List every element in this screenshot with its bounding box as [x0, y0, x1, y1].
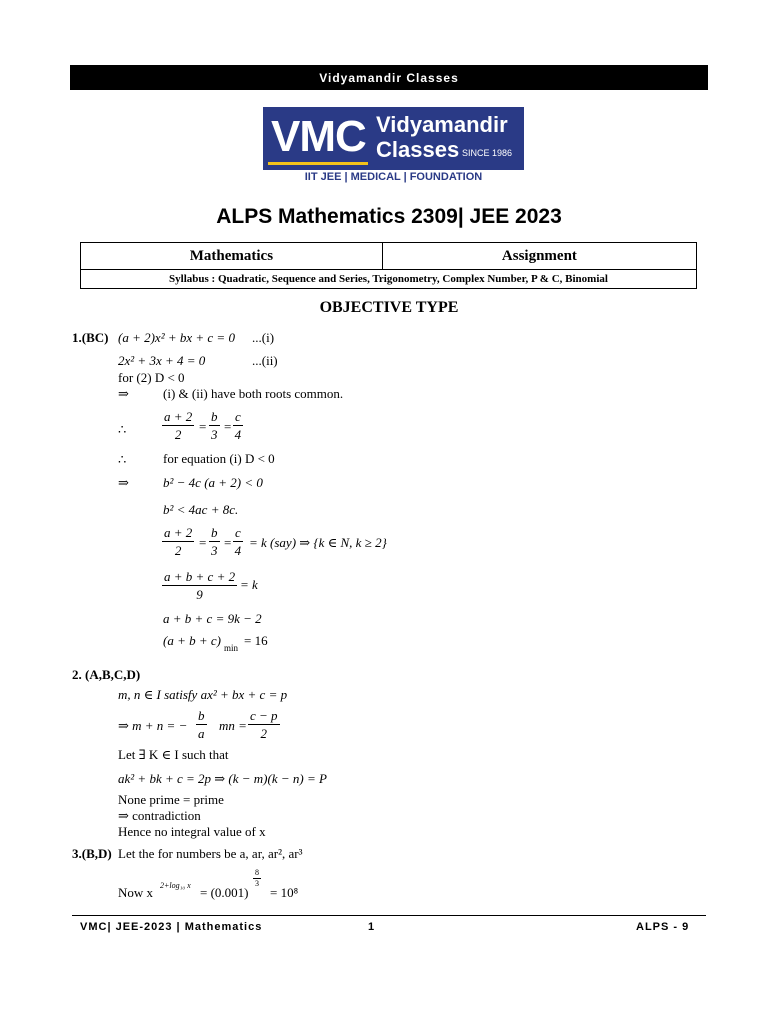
q1-frac-b	[209, 408, 220, 443]
q3-now-exp: 2+log₁₀ x	[160, 881, 191, 890]
q2-sum-frac	[196, 707, 207, 742]
q1-frac-c	[233, 408, 243, 443]
logo-mark: VMC	[271, 112, 366, 161]
q2-sum-prefix: ⇒ m + n = −	[118, 718, 188, 733]
q1-for-eq1: for equation (i) D < 0	[163, 451, 275, 466]
header-bar	[70, 65, 708, 90]
subject-table	[80, 242, 697, 289]
q3-exp-num: 8	[255, 868, 259, 877]
q1-frac-a2	[162, 524, 194, 559]
header-text: Vidyamandir Classes	[319, 70, 459, 85]
q3-label: 3.(B,D)	[72, 846, 112, 861]
q2-prod-den: 2	[260, 726, 268, 741]
q1-sum-frac	[162, 568, 237, 603]
q1-eq2-tag: ...(ii)	[252, 353, 278, 368]
q1-frac-a	[162, 408, 194, 443]
q1-sum-num: a + b + c + 2	[164, 569, 236, 584]
vmc-logo	[263, 107, 524, 170]
q1-say: = k (say) ⇒ {k ∈ N, k ≥ 2}	[249, 535, 387, 550]
q2-let: Let ∃ K ∈ I such that	[118, 747, 229, 762]
q2-keq: ak² + bk + c = 2p ⇒ (k − m)(k − n) = P	[118, 771, 327, 786]
q1-frac-c2-num: c	[235, 525, 241, 540]
q2-none: None prime = prime	[118, 792, 224, 807]
footer-page-number: 1	[368, 921, 376, 933]
footer-left: VMC| JEE-2023 | Mathematics	[80, 921, 263, 933]
q1-frac-a2-den: 2	[174, 543, 182, 558]
q1-eq-sign-2: =	[224, 419, 232, 434]
q1-frac-c2-den: 4	[234, 543, 242, 558]
q3-now-rhs: = 10⁸	[270, 885, 299, 900]
q1-ineq: b² < 4ac + 8c.	[163, 502, 239, 517]
q2-prod-frac	[248, 707, 280, 742]
q1-frac-b2-den: 3	[211, 543, 218, 558]
q1-sum-rhs: = k	[240, 577, 258, 592]
q2-label: 2. (A,B,C,D)	[72, 667, 141, 682]
q1-frac-a-den: 2	[174, 427, 182, 442]
type-cell: Assignment	[382, 243, 696, 270]
q1-eq1-tag: ...(i)	[252, 330, 275, 345]
q1-frac-b2	[209, 524, 220, 559]
syllabus-cell: Syllabus : Quadratic, Sequence and Series, Trigonometry, Complex Number, P & C, Binomial	[81, 270, 697, 289]
q3-exp-den: 3	[255, 879, 259, 888]
q1-therefore-1: ∴	[118, 422, 127, 437]
logo-name-line1: Vidyamandir	[376, 112, 508, 137]
logo-name-line2: Classes	[376, 137, 460, 162]
q1-eq-sign-3: =	[199, 535, 207, 550]
q1-disc: b² − 4c (a + 2) < 0	[163, 475, 263, 490]
footer-right: ALPS - 9	[636, 921, 690, 933]
q1-sum-den: 9	[196, 587, 203, 602]
q1-frac-c2	[233, 524, 243, 559]
q1-frac-a2-num: a + 2	[164, 525, 193, 540]
q1-label: 1.(BC)	[72, 330, 109, 345]
q1-min-lhs: (a + b + c)	[163, 633, 221, 648]
q1-eq1: (a + 2)x² + bx + c = 0	[118, 330, 235, 345]
q1-eq-sign-4: =	[224, 535, 232, 550]
q1-min-rhs: = 16	[244, 633, 268, 648]
q1-sum-eq: a + b + c = 9k − 2	[163, 611, 262, 626]
logo-underline	[268, 162, 368, 165]
logo-tagline: IIT JEE | MEDICAL | FOUNDATION	[304, 171, 483, 183]
q1-frac-a-num: a + 2	[164, 409, 193, 424]
q1-frac-b-den: 3	[211, 427, 218, 442]
q1-implies-2: ⇒	[118, 475, 129, 490]
q2-hence: Hence no integral value of x	[118, 824, 266, 839]
q1-frac-c-num: c	[235, 409, 241, 424]
q2-prod-prefix: mn =	[219, 718, 247, 733]
q1-min-sub: min	[224, 643, 239, 653]
q3-exp-frac	[253, 868, 261, 889]
subject-cell: Mathematics	[81, 243, 383, 270]
q3-now: Now x	[118, 885, 154, 900]
q1-frac-c-den: 4	[234, 427, 242, 442]
q1-for2: for (2) D < 0	[118, 370, 185, 385]
q1-common: (i) & (ii) have both roots common.	[163, 386, 344, 401]
page-title: ALPS Mathematics 2309| JEE 2023	[216, 205, 562, 228]
q3-now-mid: = (0.001)	[200, 885, 249, 900]
q2-satisfy: m, n ∈ I satisfy ax² + bx + c = p	[118, 687, 288, 702]
q1-therefore-2: ∴	[118, 452, 127, 467]
q2-sum-den: a	[198, 726, 205, 741]
q2-prod-num: c − p	[250, 708, 278, 723]
q2-contra: ⇒ contradiction	[118, 808, 201, 823]
section-heading: OBJECTIVE TYPE	[319, 299, 459, 316]
q1-frac-b2-num: b	[211, 525, 218, 540]
logo-since: SINCE 1986	[462, 148, 513, 158]
q1-eq2: 2x² + 3x + 4 = 0	[118, 353, 206, 368]
footer-rule	[72, 915, 706, 916]
q2-sum-num: b	[198, 708, 205, 723]
q1-frac-b-num: b	[211, 409, 218, 424]
q1-eq-sign-1: =	[199, 419, 207, 434]
q3-text: Let the for numbers be a, ar, ar², ar³	[118, 846, 303, 861]
q1-implies-1: ⇒	[118, 386, 129, 401]
